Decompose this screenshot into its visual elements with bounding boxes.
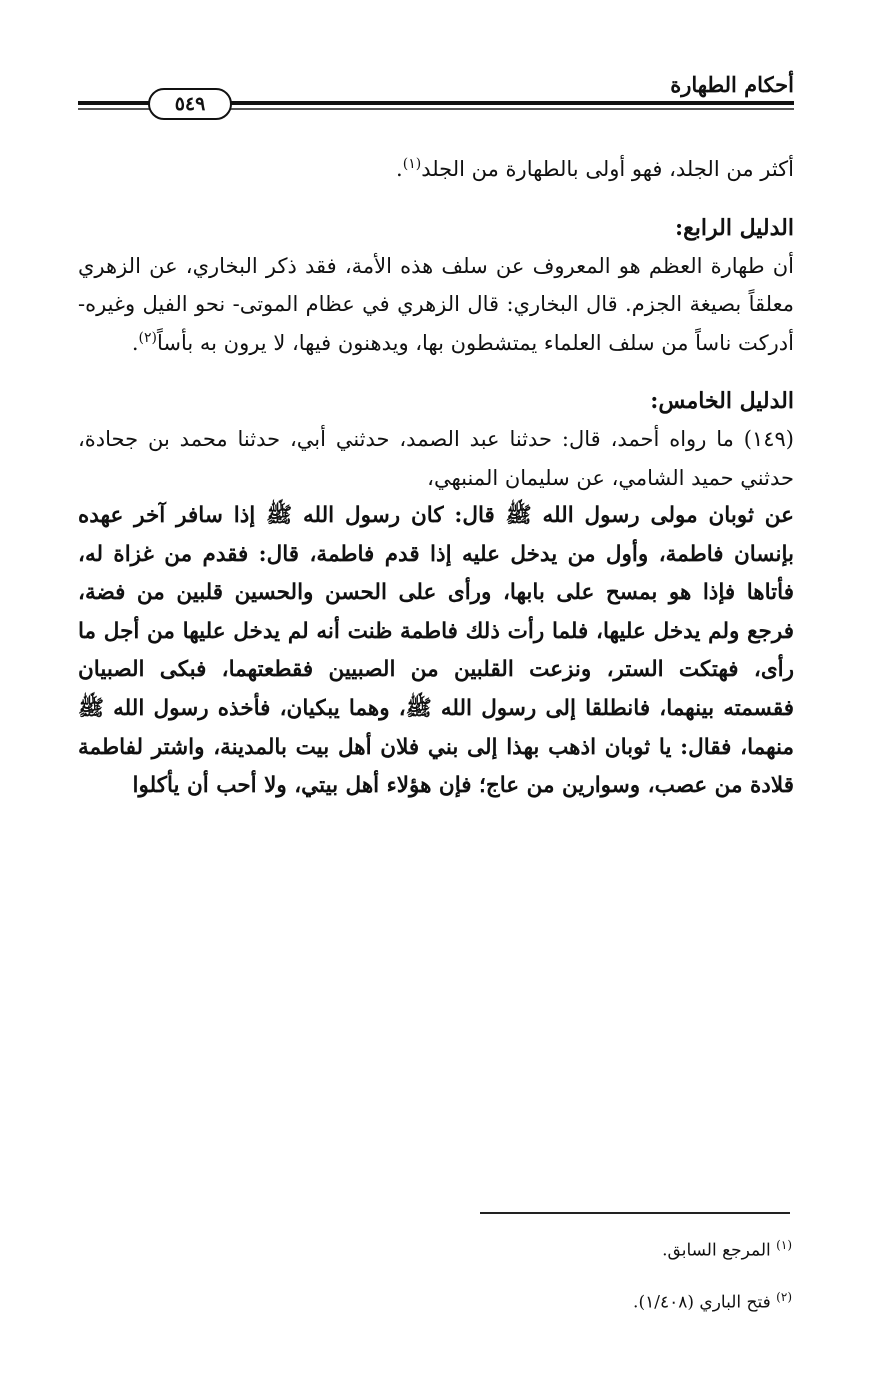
sentence-end: .: [131, 330, 139, 355]
footnote-text: المرجع السابق.: [662, 1240, 771, 1261]
book-title: أحكام الطهارة: [670, 72, 794, 97]
footnote: [470, 1222, 792, 1274]
footnotes: [470, 1222, 792, 1325]
page-number: ٥٤٩: [148, 88, 232, 120]
section-heading: [78, 209, 794, 247]
paragraph-text: عن ثوبان مولى رسول الله ﷺ قال: كان رسول الله ﷺ إذا سافر آخر عهده بإنسان فاطمة، وأول من يدخل عليه إذا قدم فاطمة، قال: فقدم من غزاة له، فأتاها فإذا هو بمسح على بابها، ورأى على الحسن والحسين قلبين من فضة، فرجع ولم يدخل عليها، فلما رأت ذلك فاطمة ظنت أنه لم يدخل عليها من أجل ما رأى، فهتكت الستر، ونزعت القلبين من الصبيين فقطعتهما، فبكى الصبيان فقسمته بينهما، فانطلقا إلى رسول الله ﷺ، وهما يبكيان، فأخذه رسول الله ﷺ منهما، فقال: يا ثوبان اذهب بهذا إلى بني فلان أهل بيت بالمدينة، واشتر لفاطمة قلادة من عصب، وسوارين من عاج؛ فإن هؤلاء أهل بيتي، ولا أحب أن يأكلوا: [78, 503, 794, 799]
page-body: [78, 150, 794, 806]
section-heading: [78, 382, 794, 420]
footnote-text: فتح الباري (١/٤٠٨).: [633, 1292, 771, 1313]
paragraph-text: (١٤٩) ما رواه أحمد، قال: حدثنا عبد الصمد، حدثني أبي، حدثنا محمد بن جحادة، حدثني حميد الشامي، عن سليمان المنبهي،: [78, 427, 794, 490]
footnote-reference[interactable]: (١): [402, 156, 422, 172]
page-header: [78, 62, 794, 122]
footnote-number: (٢): [776, 1289, 792, 1304]
paragraph-text: الدليل الرابع:: [674, 214, 794, 241]
footnote-separator: [480, 1212, 790, 1214]
sentence-end: .: [396, 157, 403, 181]
paragraph: [78, 420, 794, 497]
paragraph-gap: [78, 362, 794, 382]
footnote: [470, 1274, 792, 1326]
paragraph: [78, 247, 794, 363]
paragraph: [78, 150, 794, 189]
paragraph-gap: [78, 189, 794, 209]
paragraph-text: الدليل الخامس:: [650, 388, 794, 414]
footnote-number: (١): [776, 1238, 792, 1252]
hadith-text: [78, 497, 794, 806]
paragraph-text: أن طهارة العظم هو المعروف عن سلف هذه الأمة، فقد ذكر البخاري، عن الزهري معلقاً بصيغة الجزم. قال البخاري: قال الزهري في عظام الموتى- نحو الفيل وغيره- أدركت ناساً من سلف العلماء يمتشطون بها، ويدهنون فيها، لا يرون به بأساً: [78, 253, 794, 355]
footnote-reference[interactable]: (٢): [138, 329, 157, 346]
paragraph-text: أكثر من الجلد، فهو أولى بالطهارة من الجلد: [421, 157, 794, 181]
